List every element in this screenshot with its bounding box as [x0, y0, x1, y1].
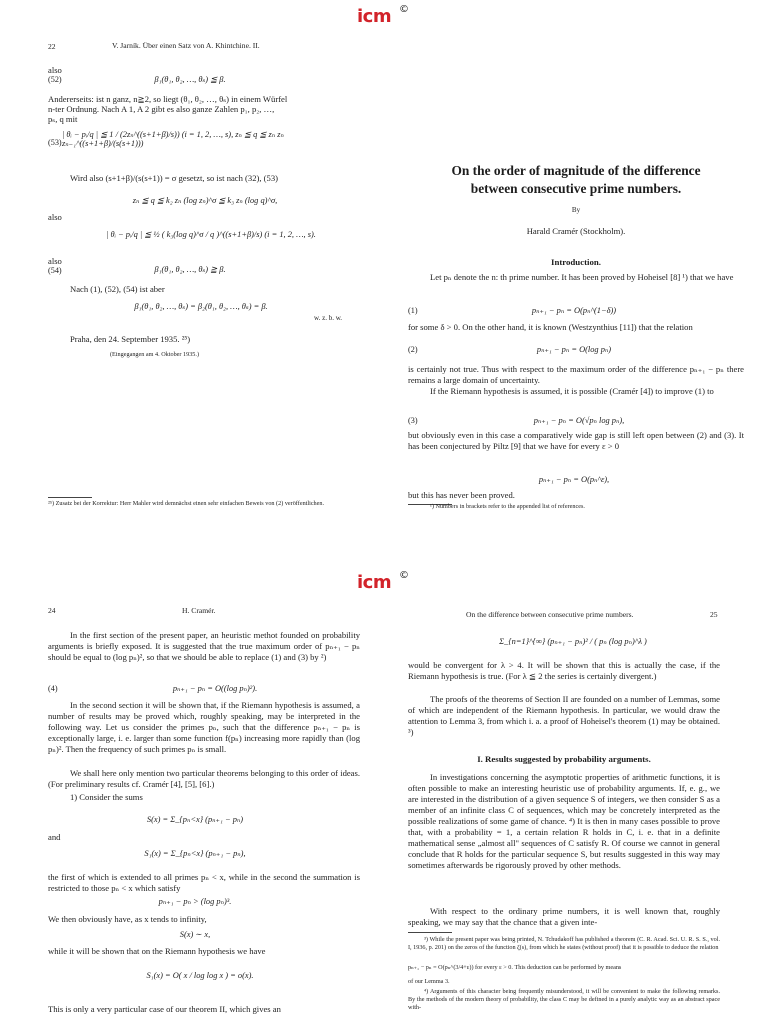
text-line: Andererseits: ist n ganz, n≧2, so liegt (θ₁, θ₂, …, θₛ) in einem Würfel — [48, 94, 288, 104]
text-line: and — [48, 832, 61, 842]
footnote-rule — [48, 497, 92, 498]
footnote: ³) While the present paper was being printed, N. Tchudakoff has published a theorem (C. R. Acad. Sci. U. R. S. S., vol. I, 1936, p. 201) on the zeros of the function ζ(s), from which he states (without proof) that it is possible to deduce the relation — [408, 936, 720, 951]
footnote-rule — [408, 932, 452, 933]
icm-logo-text: icm — [357, 572, 392, 593]
text-line: n-ter Ordnung. Nach A 1, A 2 gibt es also ganze Zahlen p₁, p₂, …, — [48, 104, 275, 114]
page-number: 22 — [48, 42, 56, 51]
icm-logo-text: icm — [357, 6, 392, 27]
equation: pₙ₊₁ − pₙ = O(√pₙ log pₙ), — [533, 416, 625, 425]
text-line: also — [48, 212, 62, 222]
paragraph: The proofs of the theorems of Section II are founded on a number of Lemmas, some of which are independent of the Riemann hypothesis. In particular, we would draw the attention to Lemma 3, from which i. a. a proof of Hoheisel's theorem (1) may be obtained. ³) — [408, 694, 720, 737]
equation-label: (3) — [408, 416, 418, 425]
footnote: ²⁵) Zusatz bei der Korrektur: Herr Mahler wird demnächst einen sehr einfachen Beweis von (2) veröffentlichen. — [48, 500, 325, 507]
equation: pₙ₊₁ − pₙ = O(pₙ^(1−δ)) — [531, 306, 617, 315]
paragraph: the first of which is extended to all primes pₙ < x, while in the second the summation is restricted to those pₙ < x which satisfy — [48, 872, 360, 893]
equation-label: (2) — [408, 345, 418, 354]
page-24 — [0, 512, 409, 1024]
paper-title-line-1: On the order of magnitude of the difference — [451, 163, 701, 178]
paragraph: would be convergent for λ > 4. It will be shown that this is actually the case, if the Riemann hypothesis is true. (For λ ≦ 2 the series is certainly divergent.) — [408, 660, 720, 681]
paragraph: while it will be shown that on the Riemann hypothesis we have — [48, 946, 266, 956]
text-line: Wird also (s+1+β)/(s(s+1)) = σ gesetzt, so ist nach (32), (53) — [70, 173, 278, 183]
footnote-equation: pₙ₊₁ − pₙ = O(pₙ^(3/4+ε)) for every ε > 0. This deduction can be performed by means — [408, 964, 622, 971]
author: Harald Cramér (Stockholm). — [526, 226, 626, 236]
equation: pₙ₊₁ − pₙ > (log pₙ)³. — [158, 897, 232, 906]
paragraph: In the second section it will be shown that, if the Riemann hypothesis is assumed, a number of results may be proved which, roughly speaking, may be interpreted in the following way. Let us consider the primes pₙ, such that the difference pₙ₊₁ − pₙ is exceptionally large, i. e. larger than some function f(pₙ) increasing more rapidly than (log pₙ)². Then the frequency of such primes pₙ is small. — [48, 700, 360, 754]
equation-label: (1) — [408, 306, 418, 315]
equation-label: (54) — [48, 266, 62, 275]
text-line: Nach (1), (52), (54) ist aber — [70, 284, 165, 294]
equation: β₁(θ₁, θ₂, …, θₛ) ≧ β. — [154, 265, 226, 274]
equation-label: (53) — [48, 138, 62, 147]
equation: pₙ₊₁ − pₙ = O(log pₙ) — [536, 345, 612, 354]
paper-title-line-2: between consecutive prime numbers. — [470, 181, 682, 196]
paragraph: This is only a very particular case of our theorem II, which gives an — [48, 1004, 281, 1014]
equation-label: (4) — [48, 684, 58, 693]
footnote: ¹) Numbers in brackets refer to the appended list of references. — [430, 503, 585, 510]
paragraph: Let pₙ denote the n: th prime number. It has been proved by Hoheisel [8] ¹) that we have — [430, 272, 734, 282]
paragraph: With respect to the ordinary prime numbers, it is well known that, roughly speaking, we may say that the chance that a given inte- — [408, 906, 720, 927]
place-date: Praha, den 24. September 1935. ²⁵) — [70, 334, 191, 344]
copyright-mark: © — [399, 4, 409, 15]
running-head: H. Cramér. — [182, 606, 216, 615]
qed-mark: w. z. b. w. — [314, 314, 343, 322]
copyright-mark: © — [399, 570, 409, 581]
running-head: On the difference between consecutive prime numbers. — [466, 610, 634, 619]
equation: zₙ ≦ q ≦ k₂ zₙ (log zₙ)^σ ≦ k₃ zₙ (log q)^σ, — [132, 196, 278, 205]
footnote: of our Lemma 3. — [408, 978, 450, 985]
paragraph: but this has never been proved. — [408, 490, 515, 500]
equation: S(x) = Σ_{pₙ<x} (pₙ₊₁ − pₙ) — [146, 815, 244, 824]
equation: β₁(θ₁, θ₂, …, θₛ) = β₂(θ₁, θ₂, …, θₛ) = β. — [134, 302, 268, 311]
byline: By — [571, 206, 581, 214]
paragraph: We then obviously have, as x tends to infinity, — [48, 914, 207, 924]
page-number: 25 — [710, 610, 718, 619]
equation-label: (52) — [48, 75, 62, 84]
section-heading: I. Results suggested by probability arguments. — [477, 754, 651, 764]
paragraph: but obviously even in this case a comparatively wide gap is still left open between (2) and (3). It has been conjectured by Piltz [9] that we have for every ε > 0 — [408, 430, 744, 451]
section-heading: Introduction. — [551, 257, 601, 267]
equation: | θᵢ − pᵢ/q | ≦ 1 / (2zₙ^((s+1+β)/s)) (i = 1, 2, …, s), zₙ ≦ q ≦ zₙ zₙ zₙ₋₁^((s+1+β)/(s(s+1))) — [62, 130, 284, 148]
list-item: 1) Consider the sums — [70, 792, 143, 802]
received-date: (Eingegangen am 4. Oktober 1935.) — [110, 351, 200, 358]
equation: β₁(θ₁, θ₂, …, θₛ) ≦ β. — [154, 75, 226, 84]
equation: pₙ₊₁ − pₙ = O((log pₙ)²). — [172, 684, 258, 693]
page-25 — [384, 512, 768, 1024]
text-line: also — [48, 65, 62, 75]
equation: S₁(x) = Σ_{pₙ<x} (pₙ₊₁ − pₙ), — [144, 849, 246, 858]
equation: | θᵢ − pᵢ/q | ≦ ½ ( k₃(log q)^σ / q )^((s+1+β)/s) (i = 1, 2, …, s). — [106, 230, 316, 239]
paragraph: for some δ > 0. On the other hand, it is known (Westzynthius [11]) that the relation — [408, 322, 693, 332]
page-23 — [384, 0, 768, 512]
running-head: V. Jarník. Über einen Satz von A. Khintchine. II. — [112, 41, 260, 50]
footnote: ⁴) Arguments of this character being frequently misunderstood, it will be convenient to make the following remarks. By the methods of the modern theory of probability, the class C may be defined in a purely analytic way as an abstract space with- — [408, 988, 720, 1011]
paragraph: In the first section of the present paper, an heuristic methot founded on probability arguments is briefly exposed. It is suggested that the true maximum order of pₙ₊₁ − pₙ should be equal to (log pₙ)², so that we should be able to replace (1) and (3) by ²) — [48, 630, 360, 662]
paragraph: We shall here only mention two particular theorems belonging to this order of ideas. (For preliminary results cf. Cramér [4], [5], [6].) — [48, 768, 360, 789]
text-line: also — [48, 256, 62, 266]
text-line: pₛ, q mit — [48, 114, 78, 124]
paragraph: is certainly not true. Thus with respect to the maximum order of the difference pₙ₊₁ − pₙ there remains a large domain of uncertainty. — [408, 364, 744, 385]
paragraph: In investigations concerning the asymptotic properties of arithmetic functions, it is often possible to make an interesting heuristic use of probability arguments. If, e. g., we are interested in the distribution of a given sequence S of integers, we then consider S as a member of an infinite class C of sequences, which may be concretely interpreted as the possible realizations of some game of chance. ⁴) It is then in many cases possible to prove that, with a probability = 1, a certain relation R holds in C, i. e. that in a definite mathematical sense „almost all" sequences of C satisfy R. Of course we cannot in general conclude that R holds for the particular sequence S, but results suggested in this way may sometimes afterwards be rigorously proved by other methods. — [408, 772, 720, 870]
equation: S₁(x) = O( x / log log x ) = o(x). — [146, 971, 254, 980]
equation: S(x) ∼ x, — [179, 930, 211, 939]
equation: pₙ₊₁ − pₙ = O(pₙ^ε), — [538, 475, 610, 484]
paragraph: If the Riemann hypothesis is assumed, it is possible (Cramér [4]) to improve (1) to — [430, 386, 714, 396]
equation: Σ_{n=1}^{∞} (pₙ₊₁ − pₙ)² / ( pₙ (log pₙ)^λ ) — [499, 637, 647, 646]
page-22 — [0, 0, 409, 512]
page-number: 24 — [48, 606, 56, 615]
